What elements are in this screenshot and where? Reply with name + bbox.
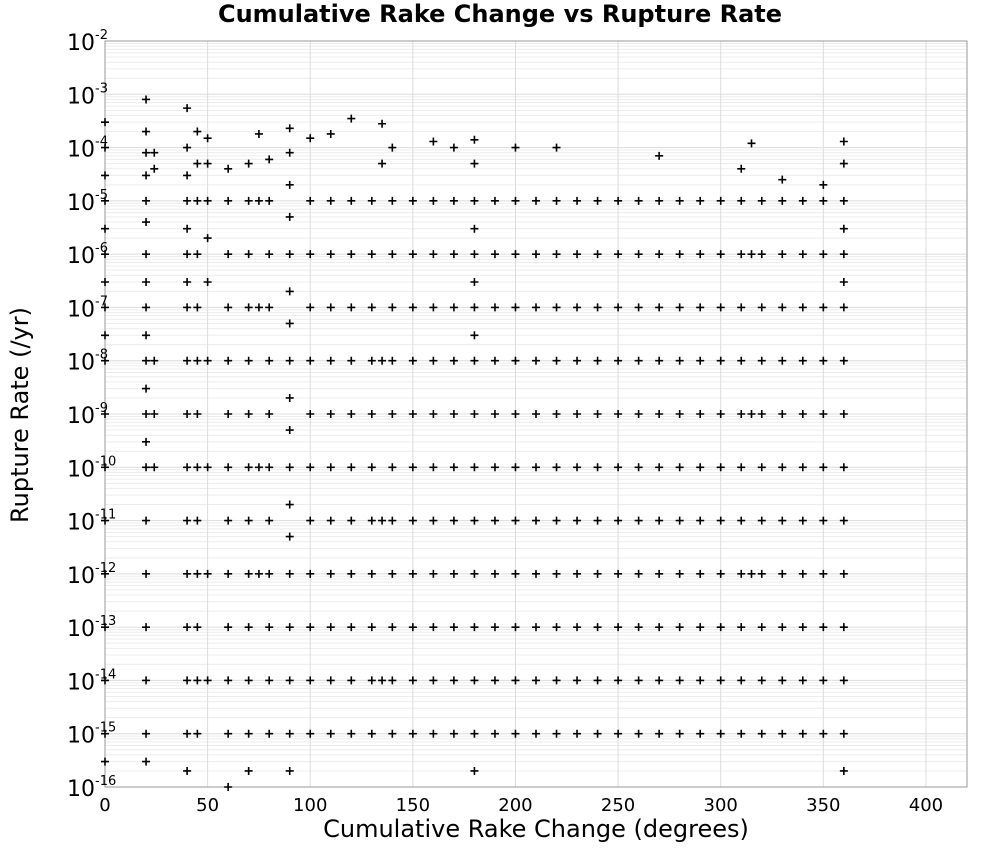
x-tick-label: 200 xyxy=(498,795,533,816)
y-tick-label: $10^{-9}$ xyxy=(67,401,108,429)
y-tick-label: $10^{-2}$ xyxy=(67,28,108,56)
x-tick-label: 0 xyxy=(99,795,111,816)
y-tick-label: $10^{-12}$ xyxy=(67,560,117,589)
y-tick-label: $10^{-10}$ xyxy=(67,454,117,483)
y-axis-label: Rupture Rate (/yr) xyxy=(6,307,34,523)
y-tick-label: $10^{-11}$ xyxy=(67,507,117,536)
x-tick-label: 400 xyxy=(908,795,944,816)
y-tick-label: $10^{-15}$ xyxy=(67,720,117,749)
y-tick-label: $10^{-16}$ xyxy=(67,774,117,802)
x-tick-label: 350 xyxy=(806,795,841,816)
y-tick-label: $10^{-13}$ xyxy=(67,614,117,643)
y-tick-label: $10^{-4}$ xyxy=(67,134,108,163)
x-tick-label: 150 xyxy=(395,795,431,816)
y-tick-label: $10^{-14}$ xyxy=(67,667,117,696)
x-axis-label: Cumulative Rake Change (degrees) xyxy=(323,815,749,843)
y-tick-label: $10^{-5}$ xyxy=(67,187,108,216)
y-tick-label: $10^{-7}$ xyxy=(67,294,108,323)
x-tick-label: 50 xyxy=(196,795,220,816)
y-tick-label: $10^{-3}$ xyxy=(67,81,108,110)
y-tick-label: $10^{-6}$ xyxy=(67,241,108,270)
y-tick-label: $10^{-8}$ xyxy=(67,347,108,376)
x-tick-label: 100 xyxy=(293,795,328,816)
x-tick-label: 250 xyxy=(600,795,636,816)
x-tick-label: 300 xyxy=(703,795,738,816)
chart-title: Cumulative Rake Change vs Rupture Rate xyxy=(217,0,783,28)
